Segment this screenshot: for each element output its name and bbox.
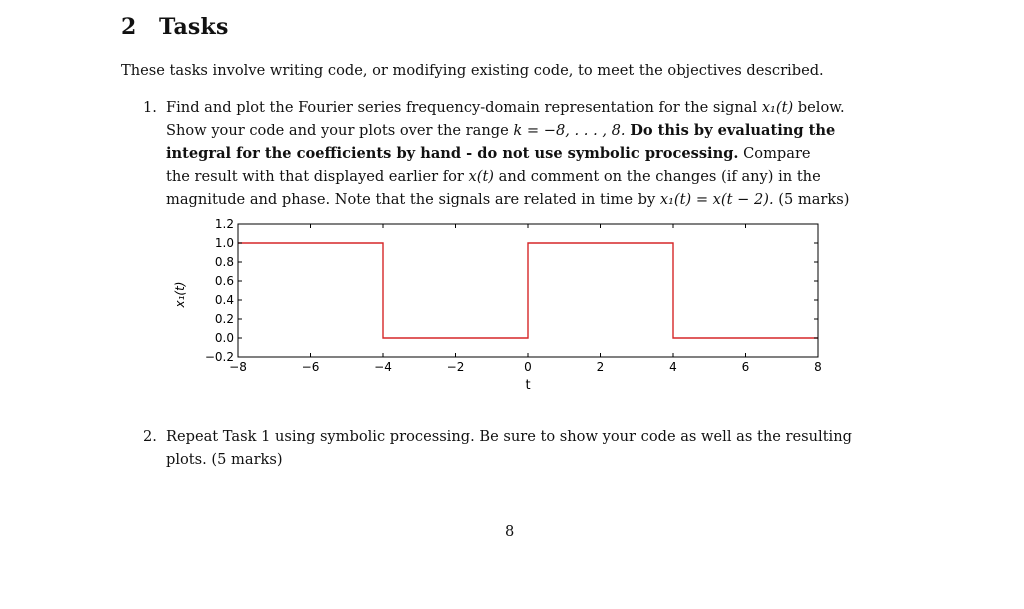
y-tick-label: 0.2 xyxy=(214,312,234,326)
signal-chart xyxy=(160,212,830,402)
task-body xyxy=(166,425,903,471)
x-tick-label: 0 xyxy=(524,360,532,374)
section-heading xyxy=(121,14,229,40)
x-tick-label: −8 xyxy=(229,360,247,374)
x-tick-label: 8 xyxy=(814,360,822,374)
y-tick-label: 0.8 xyxy=(214,255,234,269)
x-tick-label: 6 xyxy=(741,360,750,374)
task-line: Repeat Task 1 using symbolic processing. Be sure to show your code as well as the resulting xyxy=(166,428,852,445)
task-line xyxy=(166,96,903,119)
task-marker: 1. xyxy=(143,99,157,116)
text-run: below. xyxy=(793,99,845,116)
task-line: plots. (5 marks) xyxy=(166,451,283,468)
task-line xyxy=(166,165,903,188)
x-tick-label: −6 xyxy=(301,360,320,374)
x-axis-label: t xyxy=(525,378,531,393)
text-run: Compare xyxy=(738,145,811,162)
section-title: Tasks xyxy=(159,14,229,40)
task-item-1 xyxy=(143,96,903,211)
bold-text: integral for the coefficients by hand - do not use symbolic processing. xyxy=(166,145,739,162)
math-expression: x(t) xyxy=(468,168,494,185)
y-tick-label: 1.2 xyxy=(214,217,234,231)
x-tick-label: 2 xyxy=(596,360,605,374)
task-body xyxy=(166,96,903,211)
y-axis-label: x₁(t) xyxy=(173,281,187,308)
text-run: (5 marks) xyxy=(773,191,850,208)
intro-paragraph: These tasks involve writing code, or modifying existing code, to meet the objectives described. xyxy=(121,62,824,79)
y-tick-label: 0.4 xyxy=(214,293,234,307)
x-tick-label: 4 xyxy=(669,360,677,374)
task-item-2 xyxy=(143,425,903,471)
y-tick-label: 0.0 xyxy=(214,331,234,345)
x-tick-label: −2 xyxy=(446,360,465,374)
y-tick-label: 1.0 xyxy=(214,236,234,250)
bold-text: Do this by evaluating the xyxy=(630,122,836,139)
math-expression: x₁(t) xyxy=(761,99,794,116)
text-run: magnitude and phase. Note that the signals are related in time by xyxy=(166,191,660,208)
y-tick-label: 0.6 xyxy=(214,274,234,288)
text-run: Show your code and your plots over the range xyxy=(166,122,514,139)
math-expression: x₁(t) = x(t − 2). xyxy=(659,191,774,208)
task-line xyxy=(166,119,903,142)
x-tick-label: −4 xyxy=(374,360,392,374)
section-number: 2 xyxy=(121,14,137,40)
task-marker: 2. xyxy=(143,428,157,445)
task-line xyxy=(166,142,903,165)
series-line-0 xyxy=(238,243,818,338)
y-tick-label: −0.2 xyxy=(204,350,234,364)
text-run: the result with that displayed earlier for xyxy=(166,168,469,185)
task-line xyxy=(166,188,903,211)
page-number: 8 xyxy=(505,523,515,540)
text-run: and comment on the changes (if any) in the xyxy=(494,168,821,185)
text-run: Find and plot the Fourier series frequency-domain representation for the signal xyxy=(166,99,762,116)
math-expression: k = −8, . . . , 8. xyxy=(513,122,626,139)
